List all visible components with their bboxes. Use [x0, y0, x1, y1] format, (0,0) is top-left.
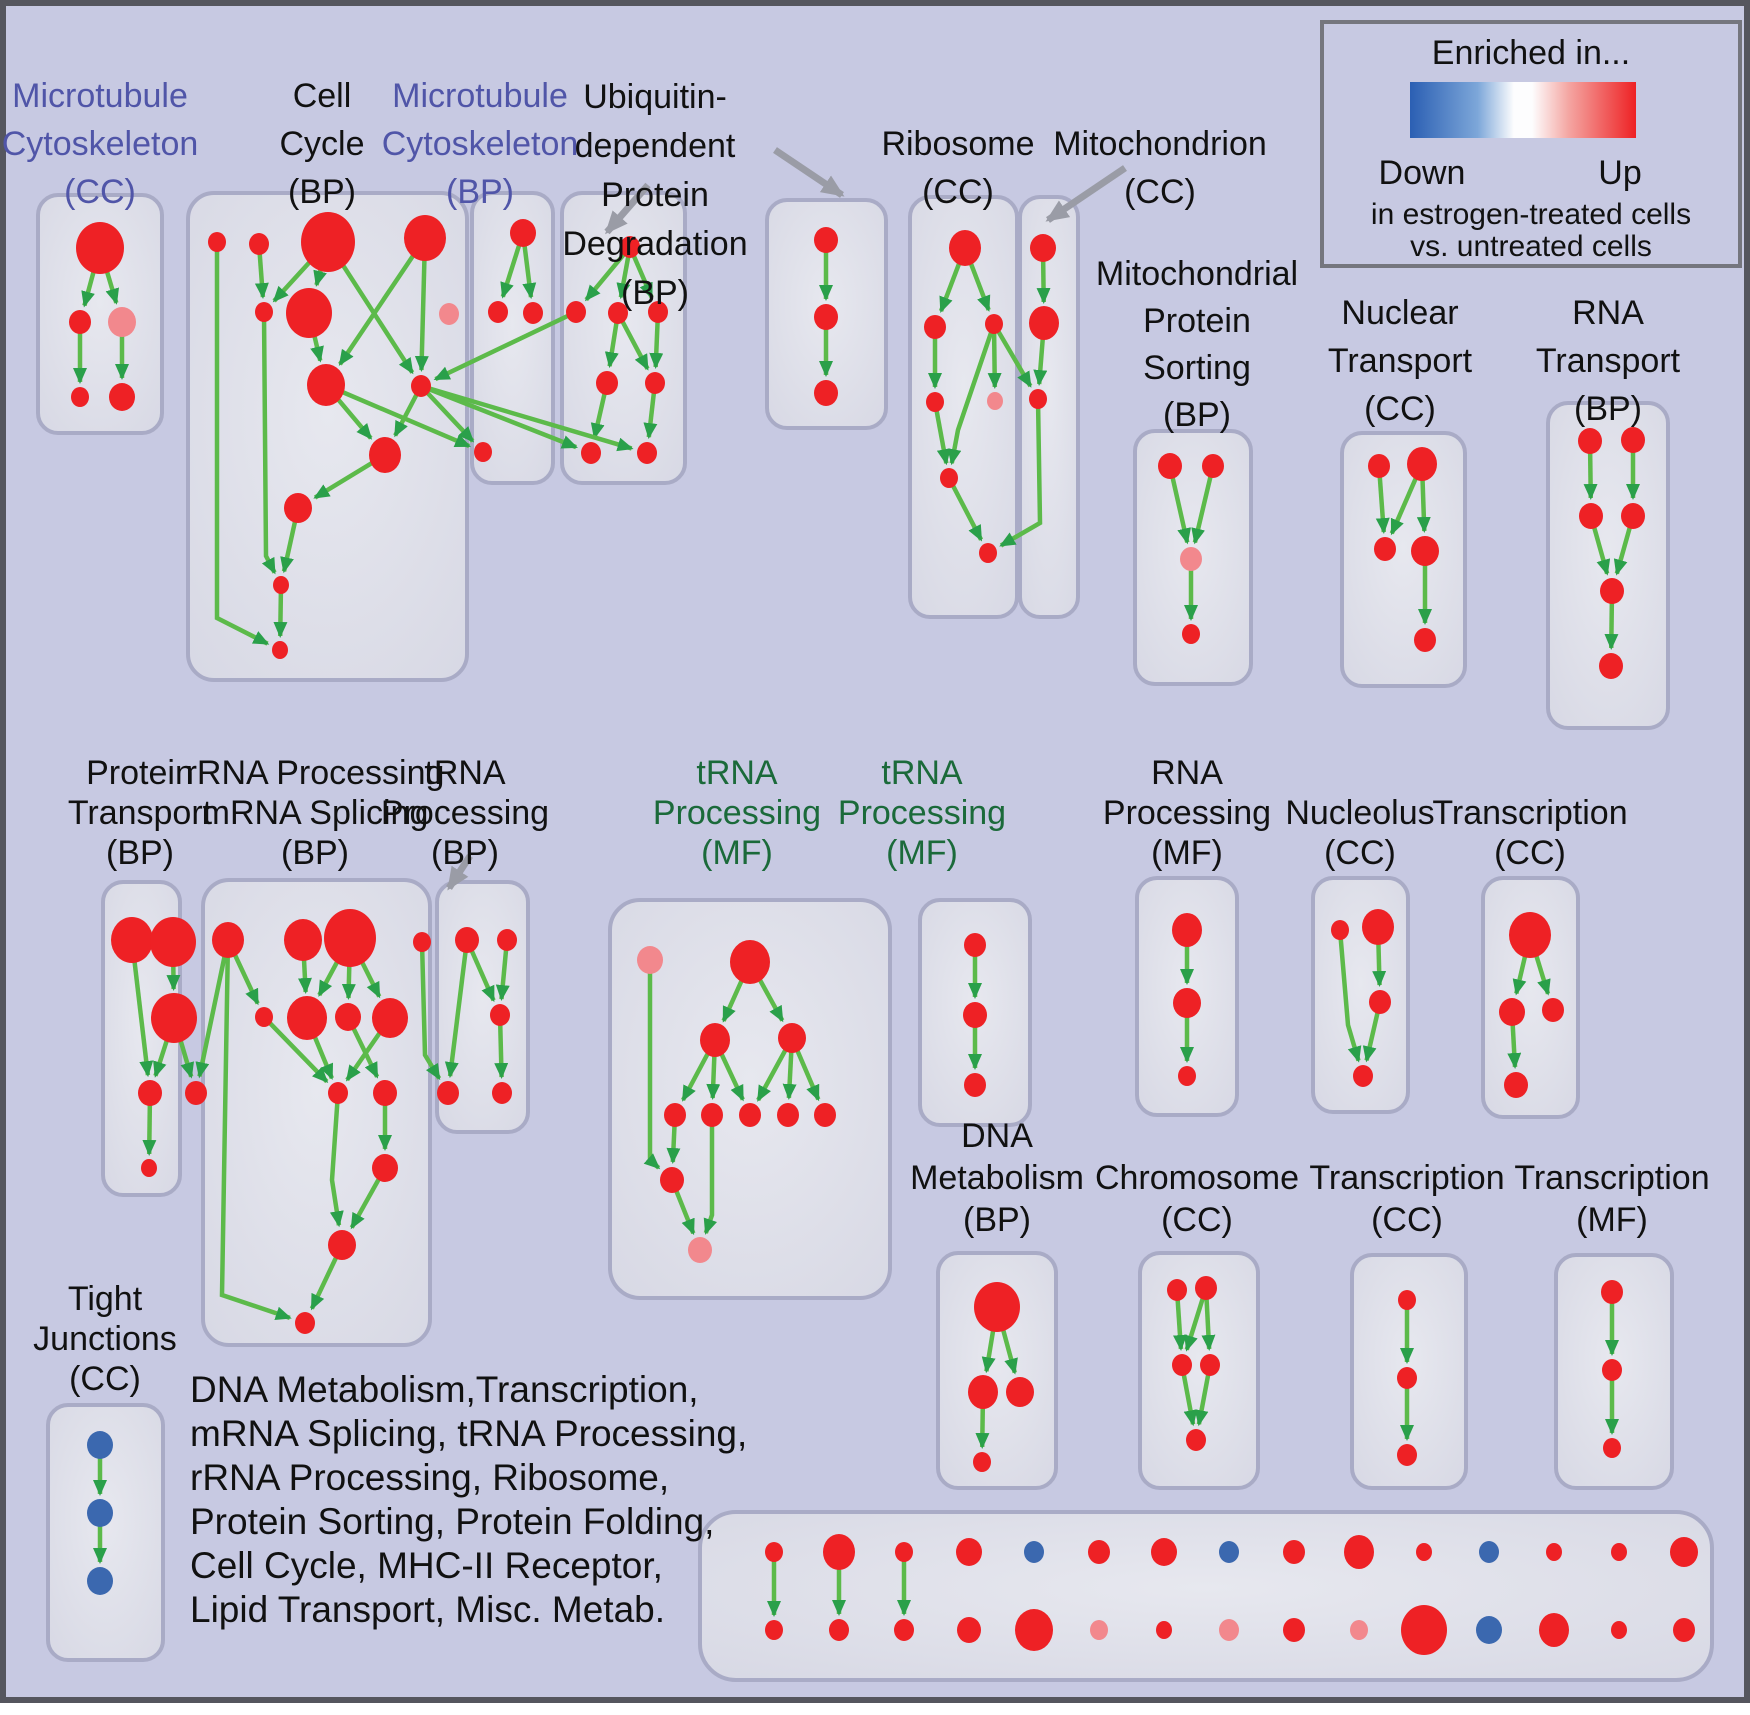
footnote-line: Protein Sorting, Protein Folding, — [190, 1501, 715, 1542]
cluster-label-trna-processing-bp: tRNA Processing (BP) — [380, 754, 550, 872]
go-term-node — [1362, 909, 1394, 945]
cluster-label-transcription-mf: Transcription (MF) — [1514, 1159, 1710, 1239]
go-term-node — [700, 1023, 730, 1057]
go-term-node — [1601, 1280, 1623, 1304]
go-term-node — [1414, 628, 1436, 652]
go-term-node — [1088, 1540, 1110, 1564]
go-term-node — [1024, 1541, 1044, 1563]
cluster-label-mt-bp: Microtubule Cytoskeleton (BP) — [381, 77, 579, 211]
go-term-node — [814, 1103, 836, 1127]
go-term-node — [1397, 1367, 1417, 1389]
cluster-label-cell-cycle: Cell Cycle (BP) — [279, 77, 365, 211]
go-term-node — [968, 1375, 998, 1409]
go-term-node — [1611, 1621, 1627, 1639]
go-term-node — [1350, 1620, 1368, 1640]
go-term-node — [335, 1003, 361, 1031]
go-term-node — [814, 227, 838, 253]
go-term-node — [1621, 427, 1645, 453]
go-term-node — [1374, 537, 1396, 561]
legend-title: Enriched in... — [1431, 34, 1631, 72]
go-term-node — [1603, 1438, 1621, 1458]
go-term-node — [455, 927, 479, 953]
go-term-node — [249, 233, 269, 255]
go-term-node — [596, 371, 618, 395]
cluster-label-transcription-cc-upper: Transcription (CC) — [1432, 794, 1628, 872]
go-term-node — [138, 1080, 162, 1106]
go-term-node — [1006, 1377, 1034, 1407]
cluster-label-rrna-processing: rRNA Processing mRNA Splicing (BP) — [185, 754, 445, 872]
go-term-node — [660, 1167, 684, 1193]
go-term-node — [1182, 624, 1200, 644]
go-term-node — [1499, 998, 1525, 1026]
legend — [1322, 22, 1740, 266]
go-term-node — [1172, 913, 1202, 947]
go-term-node — [1029, 306, 1059, 340]
go-term-node — [1283, 1540, 1305, 1564]
go-term-node — [1090, 1620, 1108, 1640]
go-term-node — [973, 1452, 991, 1472]
go-term-node — [185, 1081, 207, 1105]
go-term-node — [328, 1082, 348, 1104]
cluster-box-nuclear-transport — [1342, 433, 1465, 686]
go-term-node — [1611, 1543, 1627, 1561]
go-term-node — [949, 230, 981, 266]
cluster-label-ribosome: Ribosome (CC) — [881, 125, 1035, 211]
cluster-label-tight-junctions: Tight Junctions (CC) — [33, 1280, 177, 1398]
go-term-node — [255, 302, 273, 322]
go-term-node — [523, 302, 543, 324]
go-term-node — [1195, 1276, 1217, 1300]
go-term-node — [664, 1103, 686, 1127]
legend-gradient-bar — [1410, 82, 1636, 138]
go-term-node — [87, 1499, 113, 1527]
go-term-node — [369, 437, 401, 473]
go-term-node — [1158, 453, 1182, 479]
go-term-node — [372, 998, 408, 1038]
go-term-node — [71, 387, 89, 407]
go-term-node — [778, 1023, 806, 1053]
go-term-node — [637, 946, 663, 974]
legend-up-label: Up — [1598, 154, 1642, 192]
go-term-node — [1151, 1538, 1177, 1566]
go-term-node — [765, 1620, 783, 1640]
go-term-node — [141, 1159, 157, 1177]
cluster-label-mito-protein-sorting: Mitochondrial Protein Sorting (BP) — [1095, 255, 1299, 434]
go-term-node — [411, 375, 431, 397]
cluster-box-rna-transport — [1548, 403, 1668, 728]
go-term-node — [1621, 503, 1645, 529]
go-term-node — [645, 372, 665, 394]
go-term-node — [150, 917, 196, 967]
go-term-node — [208, 232, 226, 252]
go-term-node — [328, 1230, 356, 1260]
go-term-node — [1156, 1621, 1172, 1639]
go-term-node — [814, 380, 838, 406]
go-term-node — [255, 1007, 273, 1027]
go-term-node — [566, 301, 586, 323]
go-term-node — [307, 364, 345, 406]
go-term-node — [964, 933, 986, 957]
go-term-node — [1602, 1359, 1622, 1381]
footnote-line: Lipid Transport, Misc. Metab. — [190, 1589, 666, 1630]
cluster-label-nucleolus: Nucleolus (CC) — [1285, 794, 1435, 872]
go-term-node — [1578, 428, 1602, 454]
go-term-node — [295, 1312, 315, 1334]
go-term-node — [823, 1534, 855, 1570]
go-term-node — [987, 392, 1003, 410]
go-term-node — [1476, 1616, 1502, 1644]
go-term-node — [490, 1004, 510, 1026]
go-term-node — [286, 288, 332, 338]
go-term-node — [284, 493, 312, 523]
footnote-line: mRNA Splicing, tRNA Processing, — [190, 1413, 748, 1454]
cluster-box-misc-cluster-row — [700, 1512, 1712, 1680]
go-term-node — [894, 1619, 914, 1641]
go-term-node — [1579, 503, 1603, 529]
go-term-node — [1504, 1072, 1528, 1098]
go-term-node — [730, 940, 770, 984]
cluster-label-chromosome: Chromosome (CC) — [1094, 1159, 1300, 1239]
go-term-node — [1398, 1290, 1416, 1310]
go-term-node — [492, 1082, 512, 1104]
legend-subtitle-line1: in estrogen-treated cells — [1370, 198, 1692, 231]
go-term-node — [1219, 1541, 1239, 1563]
go-term-node — [1411, 536, 1439, 566]
go-term-node — [1670, 1537, 1698, 1567]
go-term-node — [1202, 454, 1224, 478]
go-term-node — [111, 917, 153, 963]
go-term-node — [829, 1619, 849, 1641]
go-term-node — [1180, 547, 1202, 571]
legend-down-label: Down — [1378, 154, 1466, 192]
go-term-node — [1546, 1543, 1562, 1561]
go-term-node — [701, 1103, 723, 1127]
go-term-node — [488, 301, 508, 323]
cluster-label-trna-processing-mf-1: tRNA Processing (MF) — [652, 754, 822, 872]
go-term-node — [1407, 447, 1437, 481]
go-term-node — [957, 1617, 981, 1643]
go-term-node — [474, 442, 492, 462]
cluster-label-mitochondrion: Mitochondrion (CC) — [1053, 125, 1267, 211]
go-term-node — [1416, 1543, 1432, 1561]
go-term-node — [926, 392, 944, 412]
footnote-line: Cell Cycle, MHC-II Receptor, — [190, 1545, 663, 1586]
go-term-node — [974, 1282, 1020, 1332]
cluster-label-trna-processing-mf-2: tRNA Processing (MF) — [837, 754, 1007, 872]
go-term-node — [1479, 1541, 1499, 1563]
cluster-label-rna-processing-mf: RNA Processing (MF) — [1102, 754, 1272, 872]
go-term-node — [581, 442, 601, 464]
go-term-node — [956, 1538, 982, 1566]
footnote-line: DNA Metabolism,Transcription, — [190, 1369, 699, 1410]
cluster-label-transcription-cc-lower: Transcription (CC) — [1309, 1159, 1505, 1239]
go-term-node — [151, 993, 197, 1043]
go-term-node — [1015, 1609, 1053, 1651]
go-term-node — [437, 1081, 459, 1105]
go-term-node — [413, 932, 431, 952]
go-term-node — [1542, 998, 1564, 1022]
go-term-node — [372, 1154, 398, 1182]
go-term-node — [1369, 990, 1391, 1014]
go-term-node — [373, 1080, 397, 1106]
go-term-node — [1030, 234, 1056, 262]
cluster-label-mt-cc: Microtubule Cytoskeleton (CC) — [1, 77, 199, 211]
go-term-node — [814, 304, 838, 330]
go-term-node — [985, 314, 1003, 334]
go-term-node — [637, 442, 657, 464]
go-term-node — [497, 929, 517, 951]
go-term-node — [1401, 1605, 1447, 1655]
go-term-node — [1509, 912, 1551, 958]
go-term-node — [964, 1073, 986, 1097]
cluster-label-rna-transport: RNA Transport (BP) — [1535, 294, 1681, 428]
go-term-node — [109, 383, 135, 411]
go-term-node — [1200, 1354, 1220, 1376]
go-term-node — [87, 1431, 113, 1459]
go-term-node — [1173, 988, 1201, 1018]
go-term-node — [1283, 1618, 1305, 1642]
go-term-node — [404, 215, 446, 261]
cluster-label-protein-transport: Protein Transport (BP) — [67, 754, 213, 872]
go-term-node — [324, 909, 376, 967]
go-term-node — [1539, 1613, 1569, 1647]
footnote-line: rRNA Processing, Ribosome, — [190, 1457, 670, 1498]
go-term-node — [1029, 389, 1047, 409]
go-term-node — [1353, 1065, 1373, 1087]
go-term-node — [895, 1542, 913, 1562]
go-term-node — [979, 543, 997, 563]
go-term-node — [1178, 1066, 1196, 1086]
go-term-node — [284, 919, 322, 961]
go-term-node — [1368, 454, 1390, 478]
go-term-node — [1673, 1618, 1695, 1642]
go-term-node — [1186, 1429, 1206, 1451]
go-term-node — [272, 641, 288, 659]
go-term-node — [1344, 1535, 1374, 1569]
cluster-label-ubiquitin-label: Ubiquitin-dependent Protein Degradation (BP) — [562, 78, 748, 312]
go-term-node — [1172, 1354, 1192, 1376]
go-term-node — [212, 922, 244, 958]
go-term-node — [777, 1103, 799, 1127]
go-term-node — [1599, 653, 1623, 679]
cluster-label-nuclear-transport: Nuclear Transport (CC) — [1327, 294, 1473, 428]
go-term-node — [510, 219, 536, 247]
go-term-node — [87, 1567, 113, 1595]
go-term-node — [439, 303, 459, 325]
go-term-node — [963, 1002, 987, 1028]
go-term-node — [1219, 1619, 1239, 1641]
legend-subtitle-line2: vs. untreated cells — [1410, 230, 1652, 263]
go-term-node — [76, 222, 124, 274]
go-term-node — [1167, 1279, 1187, 1301]
go-term-node — [301, 212, 355, 272]
go-term-node — [739, 1103, 761, 1127]
go-term-node — [940, 468, 958, 488]
go-term-node — [1600, 578, 1624, 604]
go-term-node — [1397, 1444, 1417, 1466]
go-term-node — [69, 310, 91, 334]
go-term-node — [688, 1237, 712, 1263]
go-term-node — [287, 996, 327, 1040]
go-term-node — [273, 576, 289, 594]
go-term-node — [1331, 920, 1349, 940]
go-term-node — [765, 1542, 783, 1562]
go-term-node — [108, 307, 136, 337]
cluster-label-dna-metabolism: DNA Metabolism (BP) — [910, 1117, 1084, 1239]
go-term-node — [924, 315, 946, 339]
